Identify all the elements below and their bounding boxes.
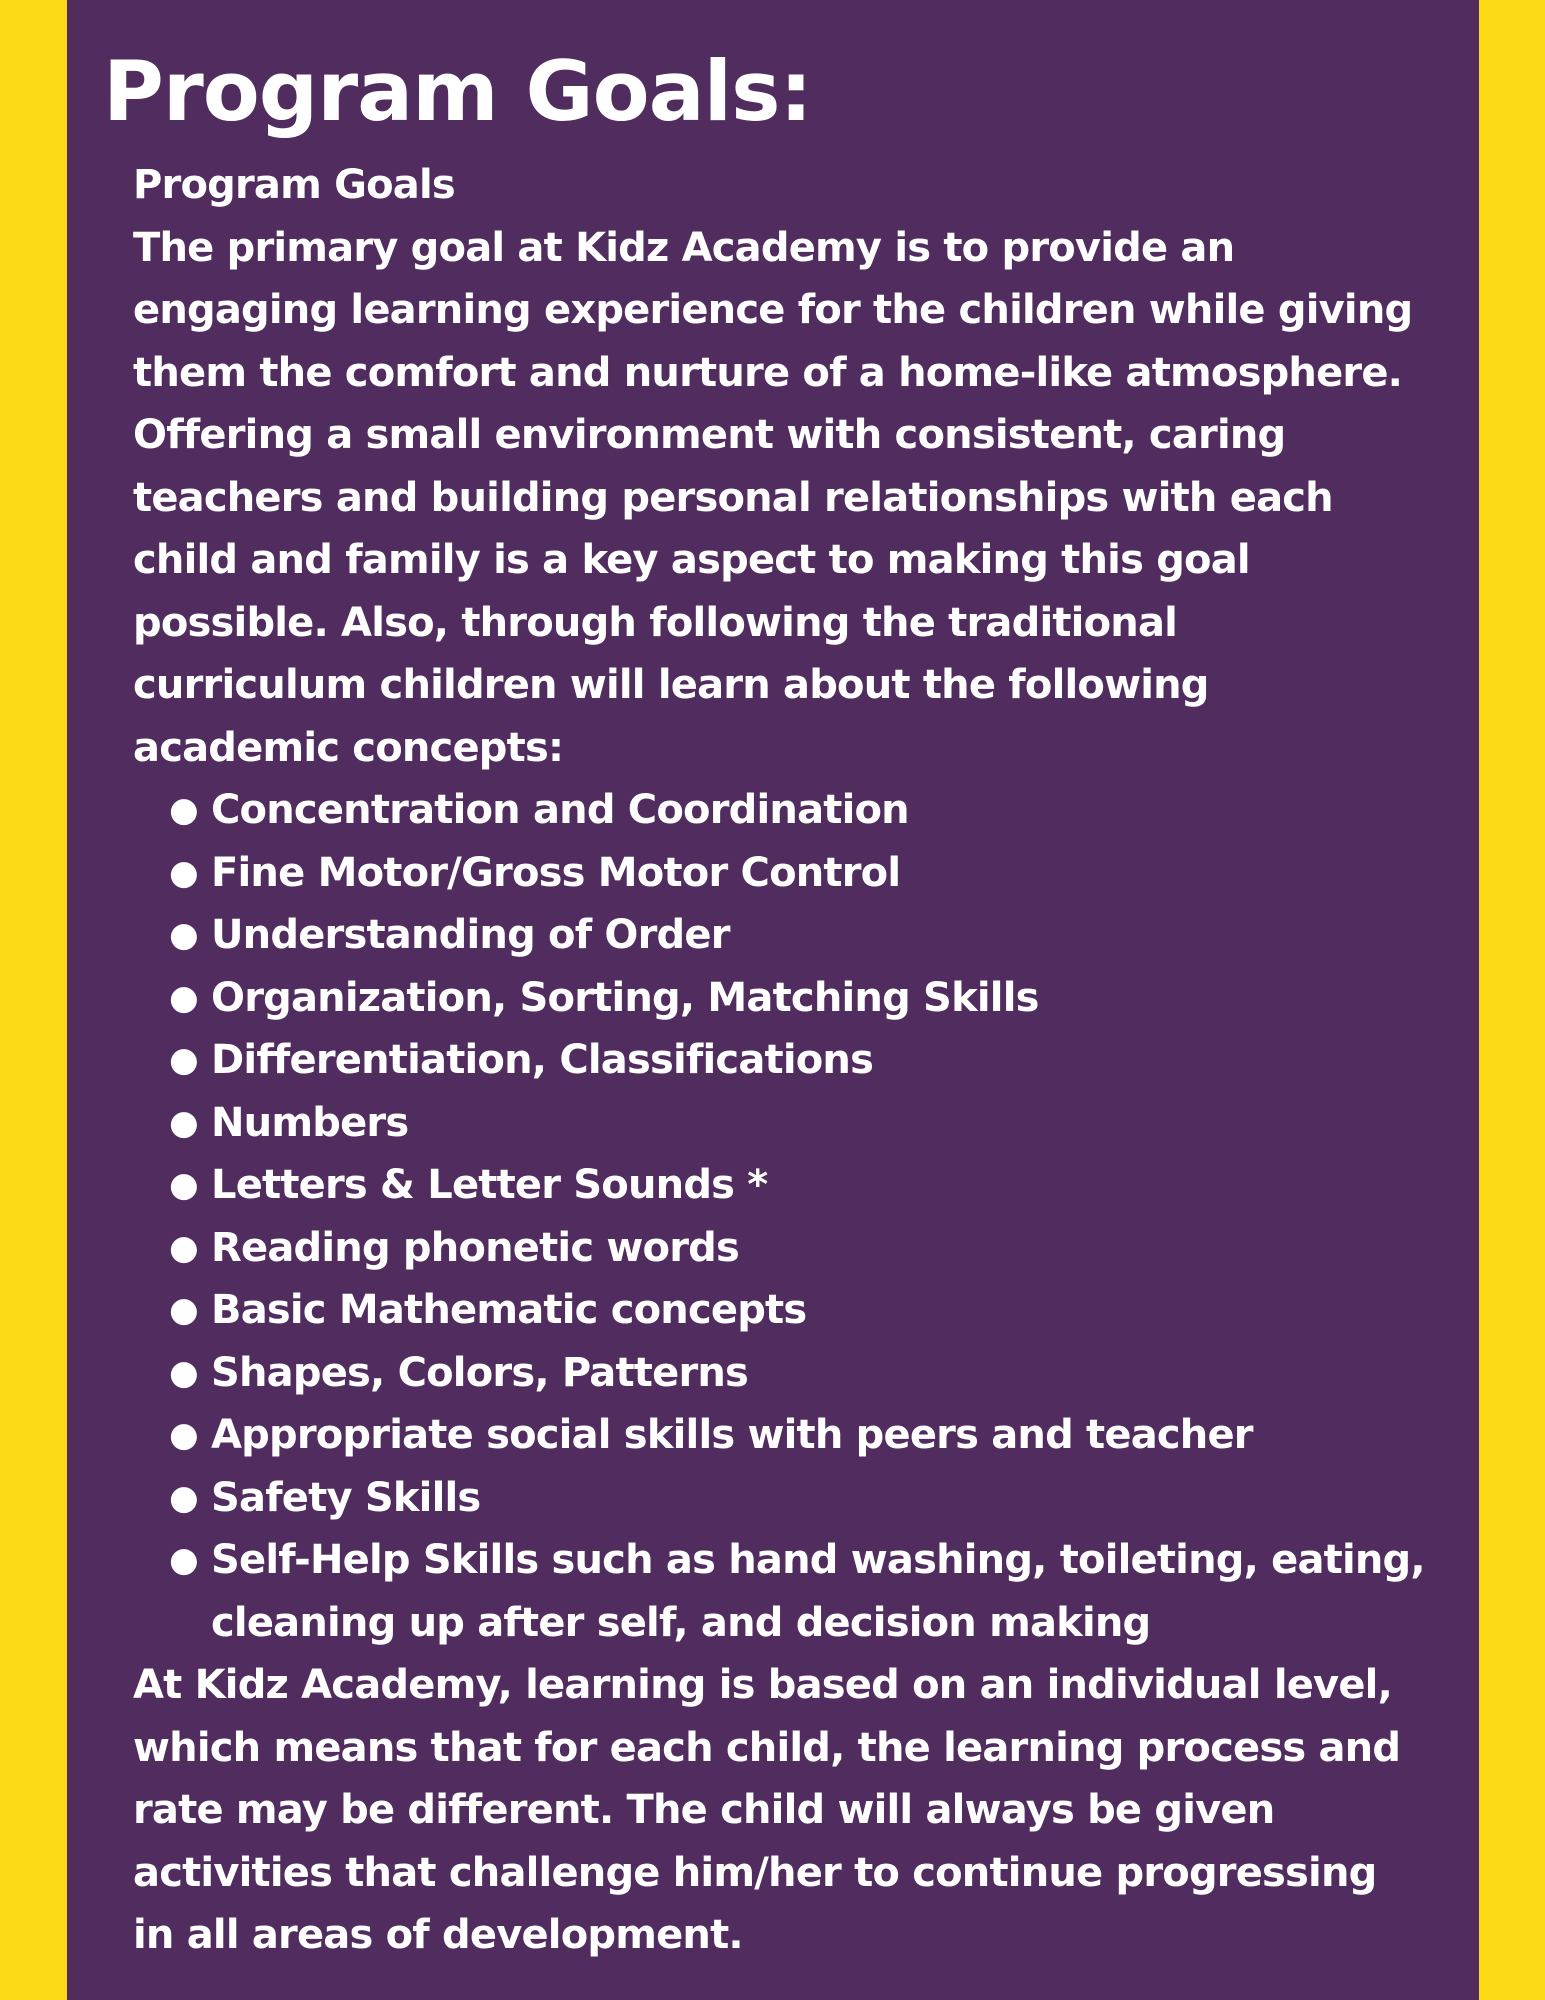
goal-text: Reading phonetic words (211, 1224, 739, 1271)
goal-text: Differentiation, Classifications (211, 1037, 874, 1083)
list-item (133, 1154, 1473, 1217)
closing-line: rate may be different. The child will always be given (133, 1787, 1275, 1833)
intro-line: academic concepts: (133, 724, 564, 771)
bullet-icon: ● (169, 977, 198, 1018)
goal-text: Self-Help Skills such as hand washing, toileting, eating, (211, 1537, 1425, 1583)
bullet-icon: ● (169, 1040, 198, 1080)
intro-line: them the comfort and nurture of a home-like atmosphere. (133, 349, 1403, 396)
bullet-icon: ● (169, 915, 198, 955)
goal-text: Basic Mathematic concepts (211, 1287, 807, 1333)
closing-line: which means that for each child, the learning process and (133, 1724, 1401, 1771)
bullet-icon: ● (169, 1352, 198, 1393)
goal-text: Shapes, Colors, Patterns (211, 1349, 749, 1396)
list-item (133, 1029, 1473, 1092)
list-item (133, 967, 1473, 1030)
goal-text: Organization, Sorting, Matching Skills (211, 974, 1039, 1021)
intro-line: teachers and building personal relationships with each (133, 474, 1333, 521)
list-item (133, 1092, 1473, 1155)
bullet-icon: ● (169, 1227, 198, 1268)
bullet-icon: ● (169, 1477, 198, 1518)
subheading: Program Goals (133, 162, 455, 208)
closing-line: At Kidz Academy, learning is based on an individual level, (133, 1662, 1392, 1708)
list-item (133, 842, 1473, 905)
goals-list (133, 779, 1473, 1654)
content-panel (67, 0, 1479, 2000)
bullet-icon: ● (169, 790, 198, 830)
intro-line: curriculum children will learn about the following (133, 662, 1209, 708)
bullet-icon: ● (169, 1540, 198, 1580)
list-item (133, 779, 1473, 842)
goal-text: Letters & Letter Sounds * (211, 1162, 768, 1208)
closing-line: activities that challenge him/her to continue progressing (133, 1849, 1377, 1896)
list-item (133, 904, 1473, 967)
intro-line: possible. Also, through following the traditional (133, 599, 1178, 646)
goal-text: Fine Motor/Gross Motor Control (211, 849, 901, 896)
intro-line: engaging learning experience for the children while giving (133, 287, 1413, 333)
intro-line: child and family is a key aspect to making this goal (133, 537, 1250, 583)
list-item (133, 1279, 1473, 1342)
goal-text: Understanding of Order (211, 912, 730, 958)
bullet-icon: ● (169, 1102, 198, 1143)
body-content (133, 154, 1473, 1967)
page-title: Program Goals: (103, 43, 812, 140)
goal-text: cleaning up after self, and decision making (211, 1599, 1151, 1646)
list-item (133, 1467, 1473, 1530)
list-item (133, 1529, 1473, 1654)
intro-line: Offering a small environment with consistent, caring (133, 412, 1286, 458)
list-item (133, 1217, 1473, 1280)
list-item (133, 1342, 1473, 1405)
intro-line: The primary goal at Kidz Academy is to provide an (133, 224, 1235, 271)
goal-text: Safety Skills (211, 1474, 481, 1521)
goal-text: Numbers (211, 1099, 409, 1146)
goal-text: Appropriate social skills with peers and teacher (211, 1412, 1253, 1458)
bullet-icon: ● (169, 1165, 198, 1205)
bullet-icon: ● (169, 1415, 198, 1455)
bullet-icon: ● (169, 852, 198, 893)
list-item (133, 1404, 1473, 1467)
closing-paragraph (133, 1654, 1473, 1967)
bullet-icon: ● (169, 1290, 198, 1330)
closing-line: in all areas of development. (133, 1912, 743, 1958)
intro-paragraph (133, 217, 1473, 780)
goal-text: Concentration and Coordination (211, 787, 909, 833)
